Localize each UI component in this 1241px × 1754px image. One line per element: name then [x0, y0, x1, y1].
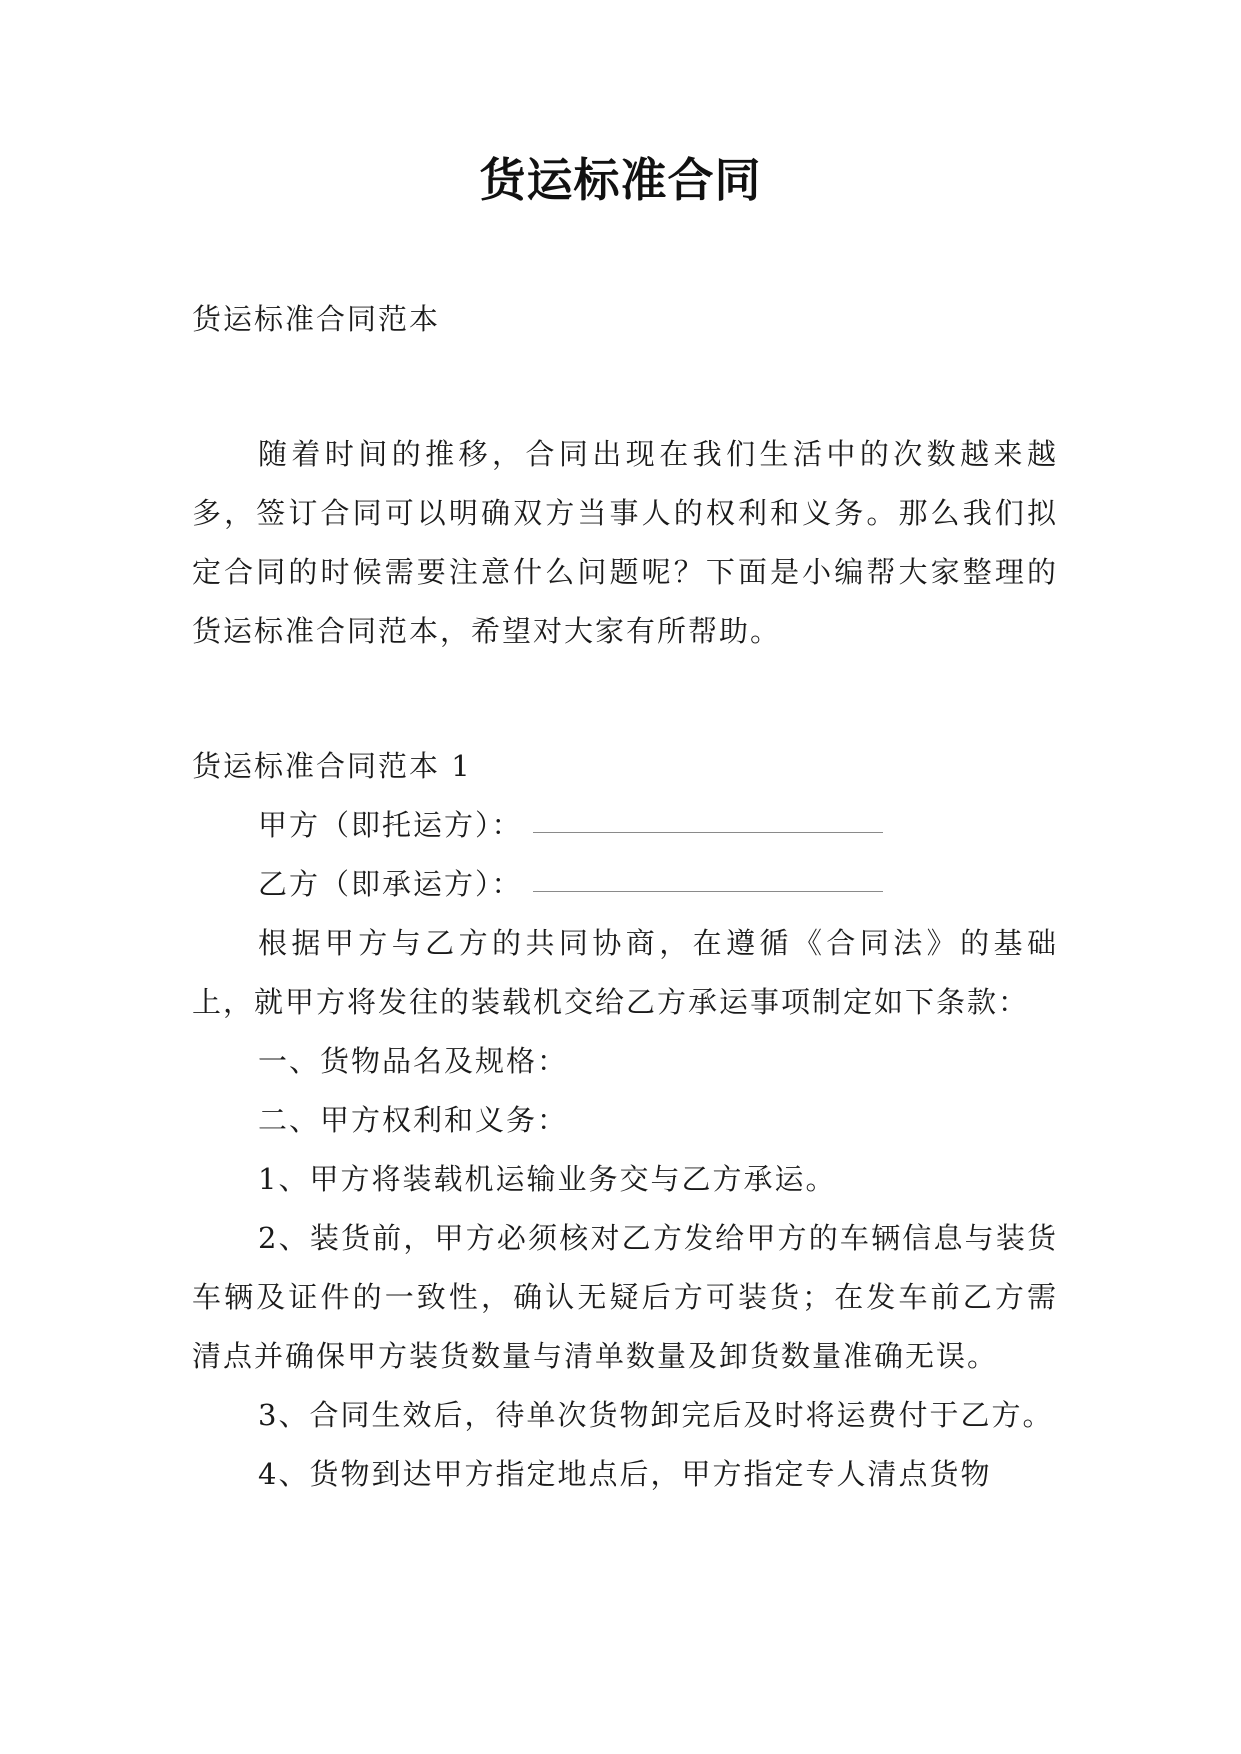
document-subtitle: 货运标准合同范本	[192, 302, 441, 336]
clause-item-2: 2、装货前，甲方必须核对乙方发给甲方的车辆信息与装货车辆及证件的一致性，确认无疑后方可装货；在发车前乙方需清点并确保甲方装货数量与清单数量及卸货数量准确无误。	[192, 1221, 1058, 1373]
paragraph-spacer	[192, 349, 1058, 425]
section-heading: 货运标准合同范本 1	[192, 749, 472, 783]
preamble-paragraph: 根据甲方与乙方的共同协商，在遵循《合同法》的基础上，就甲方将发往的装载机交给乙方承运事项制定如下条款：	[192, 926, 1058, 1019]
clause-item-1: 1、甲方将装载机运输业务交与乙方承运。	[258, 1162, 837, 1196]
party-a-blank	[533, 822, 883, 833]
clause-item-3: 3、合同生效后，待单次货物卸完后及时将运费付于乙方。	[258, 1398, 1054, 1432]
clause-2-heading: 二、甲方权利和义务：	[258, 1103, 569, 1137]
document-title: 货运标准合同	[479, 153, 762, 207]
document-body	[192, 290, 1058, 1504]
clause-1-heading: 一、货物品名及规格：	[258, 1044, 569, 1078]
party-b-blank	[533, 881, 883, 892]
party-a-line	[192, 796, 1058, 855]
party-b-label: 乙方（即承运方）：	[258, 867, 523, 901]
party-b-line	[192, 855, 1058, 914]
intro-paragraph: 随着时间的推移，合同出现在我们生活中的次数越来越多，签订合同可以明确双方当事人的权利和义务。那么我们拟定合同的时候需要注意什么问题呢？下面是小编帮大家整理的货运标准合同范本，希望对大家有所帮助。	[192, 437, 1058, 648]
party-a-label: 甲方（即托运方）：	[258, 808, 523, 842]
paragraph-spacer	[192, 661, 1058, 737]
clause-item-4: 4、货物到达甲方指定地点后，甲方指定专人清点货物	[258, 1457, 992, 1491]
